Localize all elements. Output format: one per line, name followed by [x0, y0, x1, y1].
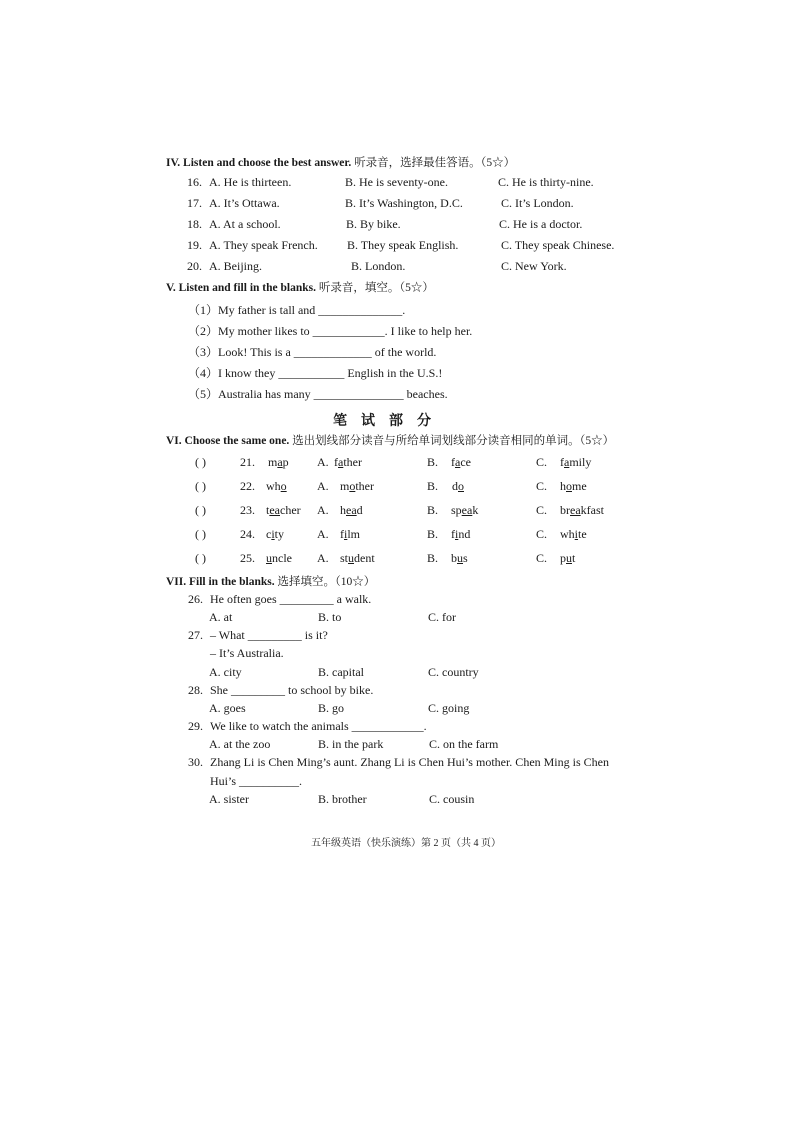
option-c: C. It’s London. [501, 196, 574, 210]
given-word: map [268, 455, 289, 469]
question-28-text: She _________ to school by bike. [210, 683, 374, 697]
fill-blank-2: （2）My mother likes to ____________. I like to help her. [188, 324, 473, 338]
section-vii-title: VII. Fill in the blanks. 选择填空。（10☆） [166, 576, 376, 588]
option-c: C. on the farm [429, 737, 499, 751]
section-v-title: V. Listen and fill in the blanks. 听录音，填空。（5☆） [166, 282, 434, 294]
option-a: mother [340, 479, 374, 493]
question-30-text-2: Hui’s __________. [210, 774, 303, 788]
option-a: film [340, 527, 361, 541]
option-c: C. country [428, 665, 479, 679]
option-b: do [452, 479, 464, 493]
given-word: uncle [266, 551, 292, 565]
option-c: breakfast [560, 503, 604, 517]
question-27-text-2: – It’s Australia. [210, 646, 284, 660]
option-b: B. London. [351, 259, 406, 273]
option-b: B. It’s Washington, D.C. [345, 196, 463, 210]
page-footer: 五年级英语（快乐演练）第 2 页（共 4 页） [311, 838, 501, 849]
option-c: put [560, 551, 576, 565]
option-a: student [340, 551, 375, 565]
option-a: A. Beijing. [209, 259, 262, 273]
question-25: ( ) 25. uncle A. student B. bus C. put [195, 551, 576, 565]
option-b: face [451, 455, 471, 469]
option-c: C. for [428, 610, 456, 624]
option-a: head [340, 503, 363, 517]
option-c: C. They speak Chinese. [501, 238, 615, 252]
option-b: speak [451, 503, 479, 517]
written-part-title: 笔试部分 [333, 413, 445, 429]
question-17: 17. A. It’s Ottawa. B. It’s Washington, D.C. C. It’s London. [187, 196, 574, 210]
option-c: C. New York. [501, 259, 567, 273]
option-c: home [560, 479, 587, 493]
option-b: B. By bike. [346, 217, 401, 231]
option-a: father [334, 455, 362, 469]
question-16: 16. A. He is thirteen. B. He is seventy-one. C. He is thirty-nine. [187, 175, 594, 189]
section-iv-title: IV. Listen and choose the best answer. 听录音，选择最佳答语。（5☆） [166, 157, 516, 169]
fill-blank-5: （5）Australia has many _______________ beaches. [188, 387, 448, 401]
option-b: bus [451, 551, 468, 565]
question-18: 18. A. At a school. B. By bike. C. He is a doctor. [187, 217, 583, 231]
option-a: A. city [209, 665, 242, 679]
option-b: B. He is seventy-one. [345, 175, 448, 189]
option-b: B. capital [318, 665, 364, 679]
option-b: find [451, 527, 471, 541]
question-29-text: We like to watch the animals ____________. [210, 719, 427, 733]
option-b: B. go [318, 701, 345, 715]
question-30-num: 30. [188, 755, 203, 769]
option-c: C. going [428, 701, 470, 715]
fill-blank-3: （3）Look! This is a _____________ of the world. [188, 345, 437, 359]
question-29-num: 29. [188, 719, 203, 733]
option-a: A. He is thirteen. [209, 175, 292, 189]
given-word: city [266, 527, 285, 541]
option-b: B. brother [318, 792, 367, 806]
option-a: A. sister [209, 792, 249, 806]
given-word: teacher [266, 503, 301, 517]
option-c: C. cousin [429, 792, 475, 806]
option-b: B. They speak English. [347, 238, 459, 252]
question-28-num: 28. [188, 683, 203, 697]
question-27-num: 27. [188, 628, 203, 642]
question-24: ( ) 24. city A. film B. find C. white [195, 527, 587, 541]
option-c: C. He is a doctor. [499, 217, 583, 231]
option-a: A. At a school. [209, 217, 281, 231]
option-a: A. goes [209, 701, 246, 715]
option-c: white [560, 527, 587, 541]
fill-blank-4: （4）I know they ___________ English in the U.S.! [188, 366, 443, 380]
question-22: ( ) 22. who A. mother B. do C. home [195, 479, 587, 493]
option-c: C. He is thirty-nine. [498, 175, 594, 189]
option-a: A. at [209, 610, 233, 624]
question-20: 20. A. Beijing. B. London. C. New York. [187, 259, 567, 273]
option-a: A. They speak French. [209, 238, 318, 252]
given-word: who [266, 479, 287, 493]
question-19: 19. A. They speak French. B. They speak English. C. They speak Chinese. [187, 238, 615, 252]
question-27-text: – What _________ is it? [210, 628, 328, 642]
question-30-text: Zhang Li is Chen Ming’s aunt. Zhang Li is Chen Hui’s mother. Chen Ming is Chen [210, 755, 609, 769]
question-26-num: 26. [188, 592, 203, 606]
option-b: B. in the park [318, 737, 384, 751]
fill-blank-1: （1）My father is tall and ______________. [188, 303, 406, 317]
section-vi-title: VI. Choose the same one. 选出划线部分读音与所给单词划线部分读音相同的单词。（5☆） [166, 435, 615, 447]
option-a: A. at the zoo [209, 737, 271, 751]
question-21: ( ) 21. map A. father B. face C. family [195, 455, 592, 469]
option-b: B. to [318, 610, 342, 624]
option-c: family [560, 455, 592, 469]
option-a: A. It’s Ottawa. [209, 196, 280, 210]
question-26-text: He often goes _________ a walk. [210, 592, 372, 606]
question-23: ( ) 23. teacher A. head B. speak C. breakfast [195, 503, 604, 517]
